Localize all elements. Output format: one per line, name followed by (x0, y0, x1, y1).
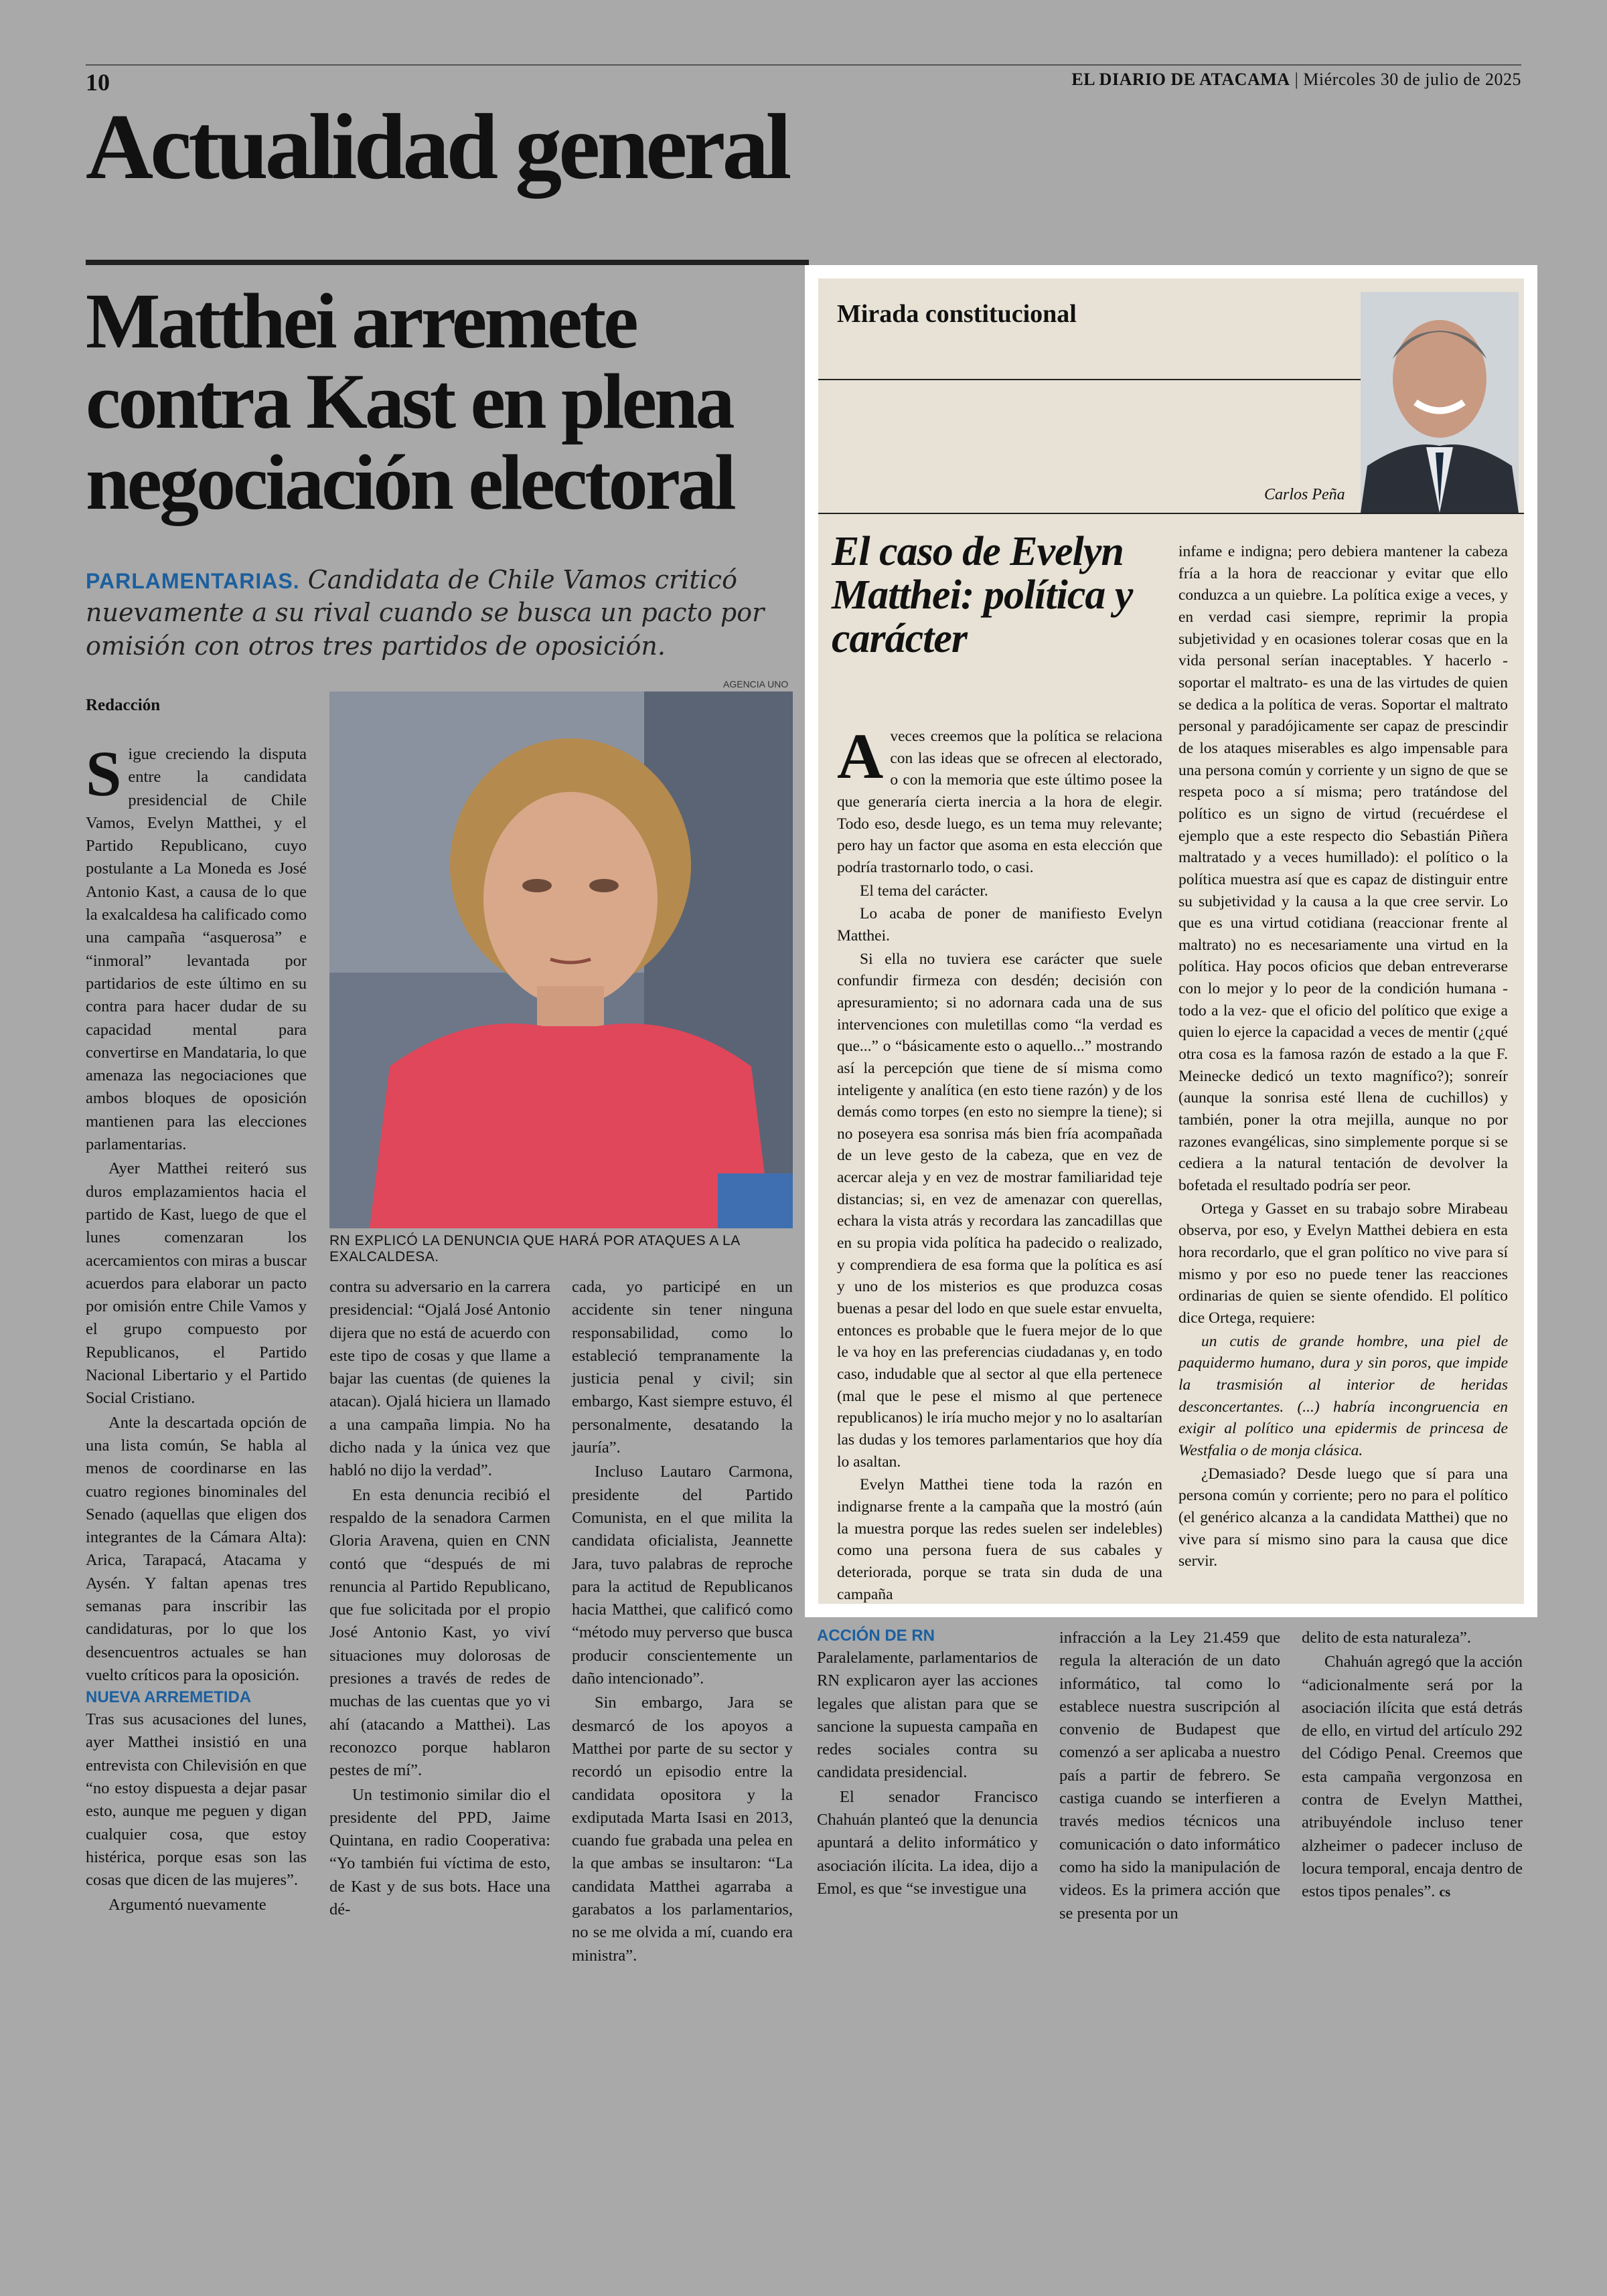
section-title: Actualidad general (86, 95, 789, 199)
publication-name: EL DIARIO DE ATACAMA (1071, 70, 1290, 89)
column-paragraph: Ortega y Gasset en su trabajo sobre Mirabeau observa, por eso, y Evelyn Matthei debiera en esta hora recordarlo, que el gran político no vive para sí mismo y por eso no puede tener las reacciones ordinarias de quien se siente ofendido. El político dice Ortega, requiere: (1178, 1200, 1508, 1327)
column-paragraph: infame e indigna; pero debiera mantener la cabeza fría a la hora de reaccionar y evitar que ello conduzca a un quiebre. La política exige a veces, y en verdad casi siempre, reprimir la propia subjetividad y en ocasiones tolerar cosas que en la vida personal serían inaceptables. Y hacerlo -soportar el maltrato- es una de las virtudes de quien se dedica a la política de veras. Soportar el maltrato personal y paradójicamente ser capaz de prescindir de los ataques miserables es algo impensable para una persona común y corriente y un signo de que se respeta poco a sí misma; pero tratándose del político es un signo de virtud (recuérdese el ejemplo que a este respecto dio Sebastián Piñera maltratado y a veces humillado): el político o la política muestra así que es capaz de distinguir entre su subjetividad y la causa a la que cree servir. Lo que es una virtud cotidiana (reaccionar frente al maltrato) no es necesariamente una virtud en la política. Hay pocos oficios que deban entreverarse con lo mejor y lo peor de la condición humana -todo a la vez- que el oficio del político que exige a quien lo ejerce la capacidad a veces de mentir (¿qué otra cosa es la famosa razón de estado a la que F. Meinecke dedicó un texto magnífico?); sonreír (aunque la sonrisa esté llena de cuchillos) y también, poner la otra mejilla, aunque no por razones evangélicas, sino simplemente porque si se cediera a la natural tentación de devolver la bofetada el resultado podría ser peor. (1178, 543, 1508, 1195)
article-paragraph: Argumentó nuevamente (108, 1895, 266, 1914)
article-headline: Matthei arremete contra Kast en plena negociación electoral (86, 277, 734, 526)
article-paragraph: Tras sus acusaciones del lunes, ayer Matthei insistió en una entrevista con Chilevisión en que “no estoy dispuesta a dejar pasar esto, aunque me peguen y digan cualquier cosa, que estoy histérica, porque esas son las cosas que dicen de las mujeres”. (86, 1710, 307, 1890)
article-column-1 (86, 738, 307, 1914)
subheading-accion-de-rn: ACCIÓN DE RN (817, 1627, 935, 1645)
kicker-tag: PARLAMENTARIAS. (86, 569, 300, 593)
drop-cap: S (86, 738, 122, 809)
author-name: Carlos Peña (1264, 486, 1345, 503)
column-paragraph: Aveces creemos que la política se relaciona con las ideas que se ofrecen al electorado, o con la memoria que este último posee la que generaría cierta inercia a la hora de elegir. Todo eso, desde luego, es un tema muy relevante; pero hay un factor que asoma en esta elección que podría trastornarlo todo, o casi. (837, 720, 1162, 876)
article-column-3 (572, 1276, 793, 1965)
article-paragraph: delito de esta naturaleza”. (1302, 1629, 1472, 1647)
column-paragraph: El tema del carácter. (860, 882, 988, 900)
column-quote: un cutis de grande hombre, una piel de paquidermo humano, dura y sin poros, que impide la trasmisión al interior de heridas desconcertantes. (...) habría incongruencia en exigir al político una epidermis de princesa de Westfalia o de monja clásica. (1178, 1332, 1508, 1459)
article-paragraph: Chahuán agregó que la acción “adicionalmente será por la asociación ilícita que está detrás de ello, en virtud del artículo 292 del Código Penal. Creemos que esta campaña vergonzosa en contra de Evelyn Matthei, atribuyéndole incluso tener alzheimer o padecer incluso de locura temporal, encaja dentro de estos tipos penales”. cs (1302, 1653, 1523, 1901)
article-paragraph: Un testimonio similar dio el presidente del PPD, Jaime Quintana, en radio Cooperativa: “Yo también fui víctima de esto, de Kast y de sus bots. Hace una dé- (329, 1785, 550, 1919)
top-rule (86, 64, 1521, 66)
column-paragraph: Evelyn Matthei tiene toda la razón en indignarse frente a la campaña que la mostró (aún la muestra porque las redes suelen ser indelebles) como una persona fuera de sus cabales y deteriorada, porque se trata sin duda de una campaña (837, 1476, 1162, 1603)
article-paragraph: Ayer Matthei reiteró sus duros emplazamientos hacia el partido de Kast, luego de que el lunes comenzaran los acercamientos con miras a buscar acuerdos para elaborar un pacto por omisión entre Chile Vamos y el grupo compuesto por Republicanos, el Partido Nacional Libertario y el Partido Social Cristiano. (86, 1159, 307, 1408)
article-paragraph: Incluso Lautaro Carmona, presidente del Partido Comunista, en el que milita la candidata oficialista, Jeannette Jara, tuvo palabras de reproche para la actitud de Republicanos hacia Matthei, que calificó como “método muy perverso que busca producir conscientemente un daño intencionado”. (572, 1463, 793, 1688)
article-paragraph: infracción a la Ley 21.459 que regula la alteración de un dato informático, tal como lo establece nuestra suscripción al convenio de Budapest que comenzó a ser aplicaba a nuestro país a partir de febrero. Se castiga cuando se interfieren a través medios técnicos una comunicación o dato informático como ha sido la manipulación de videos. Es la primera acción que se presenta por un (1059, 1629, 1280, 1922)
article-column-5 (1059, 1627, 1280, 1922)
column-label-rule (818, 379, 1361, 380)
end-mark: cs (1439, 1885, 1451, 1900)
column-left (837, 720, 1162, 1603)
article-kicker (86, 564, 795, 663)
section-rule (86, 260, 809, 265)
kicker-text: Candidata de Chile Vamos criticó nuevamente a su rival cuando se busca un pacto por omisión con otros tres partidos de oposición. (86, 565, 765, 661)
article-paragraph: El senador Francisco Chahuán planteó que la denuncia apuntará a delito informático y asociación ilícita. La idea, dijo a Emol, es que “se investigue una (817, 1787, 1038, 1898)
column-label: Mirada constitucional (837, 300, 1077, 328)
article-paragraph: En esta denuncia recibió el respaldo de la senadora Carmen Gloria Aravena, quien en CNN contó que “después de mi renuncia al Partido Republicano, que fue solicitada por el propio José Antonio Kast, yo viví situaciones muy dolorosas de presiones a través de redes de muchas de las cuentas que yo vi ahí (atacando a Matthei). Las reconozco porque hablaron pestes de mí”. (329, 1485, 550, 1780)
article-paragraph: Paralelamente, parlamentarios de RN explicaron ayer las acciones legales que alistan para que se sancione la supuesta campaña en redes sociales contra su candidata presidencial. (817, 1649, 1038, 1782)
publication-date: Miércoles 30 de julio de 2025 (1303, 70, 1521, 89)
byline: Redacción (86, 696, 161, 714)
photo-caption: RN EXPLICÓ LA DENUNCIA QUE HARÁ POR ATAQUES A LA EXALCALDESA. (329, 1233, 740, 1264)
column-right (1178, 541, 1508, 1589)
column-paragraph: Lo acaba de poner de manifiesto Evelyn Matthei. (837, 905, 1162, 945)
article-column-4 (817, 1627, 1038, 1908)
subheading-nueva-arremetida: NUEVA ARREMETIDA (86, 1688, 252, 1707)
column-paragraph: ¿Demasiado? Desde luego que sí para una persona común y corriente; pero no para el político (el genérico alcanza a la candidata Matthei) que no vive para sí mismo sino para la causa que dice servir. (1178, 1465, 1508, 1570)
masthead-separator: | (1294, 70, 1304, 89)
page-number: 10 (86, 69, 110, 96)
article-paragraph: Sin embargo, Jara se desmarcó de los apoyos a Matthei por parte de su sector y recordó un episodio entre la candidata opositora y la exdiputada Marta Isasi en 2013, cuando fue grabada una pelea en la que ambas se insultaron: “La candidata Matthei agarraba a garabatos a los parlamentarios, no se me olvida a mí, cuando era ministra”. (572, 1694, 793, 1965)
matthei-photo (329, 691, 793, 1228)
article-paragraph: contra su adversario en la carrera presidencial: “Ojalá José Antonio dijera que no está de acuerdo con este tipo de cosas y que llame a bajar las cuentas (de quienes la atacan). Ojalá hiciera un llamado a una campaña limpia. No ha dicho nada y la única vez que habló no dijo la verdad”. (329, 1278, 550, 1480)
article-column-2 (329, 1276, 550, 1919)
photo-credit: AGENCIA UNO (723, 679, 789, 689)
author-photo (1361, 292, 1519, 513)
article-column-6 (1302, 1627, 1523, 1908)
article-paragraph: Ante la descartada opción de una lista común, Se habla al menos de coordinarse en las cuatro regiones binominales del Senado (aquellas que eligen dos integrantes de la Cámara Alta): Arica, Tarapacá, Atacama y Aysén. Y faltan apenas tres semanas para inscribir las candidaturas, por lo que los desencuentros actuales se han vuelto críticos para la oposición. (86, 1413, 307, 1684)
column-title: El caso de Evelyn Matthei: política y carácter (832, 529, 1133, 662)
article-paragraph: cada, yo participé en un accidente sin tener ninguna responsabilidad, como lo estableció tempranamente la justicia penal y civil; sin embargo, Kast siempre estuvo, él personalmente, desatando la jauría”. (572, 1278, 793, 1457)
masthead (1071, 70, 1521, 90)
column-drop-cap: A (837, 720, 884, 792)
article-paragraph: Sigue creciendo la disputa entre la candidata presidencial de Chile Vamos, Evelyn Matthei, y el Partido Republicano, cuyo postulante a La Moneda es José Antonio Kast, a causa de lo que la exalcaldesa ha calificado como una campaña “asquerosa” e “inmoral” levantada por partidarios de este último en su contra para hacer dudar de su capacidad mental para convertirse en Mandataria, lo que amenaza las negociaciones que ambos bloques de oposición mantienen para las elecciones parlamentarias. (86, 738, 307, 1154)
column-paragraph: Si ella no tuviera ese carácter que suele confundir firmeza con desdén; decisión con apresuramiento; si no adornara cada una de sus intervenciones con muletillas como “la verdad es que...” o “básicamente esto o aquello...” mostrando así la percepción que tiene de sí misma como inteligente y analítica (en esto tiene razón) y de los demás como torpes (en esto no siempre la tiene); si no poseyera esa sonrisa más bien fría acompañada de un leve gesto de la cabeza, que en vez de acercar aleja y en vez de mostrar familiaridad teje distancias; si, en vez de amenazar con querellas, echara la vista atrás y recordara las zancadillas que en su propia vida política ha padecido o realizado, y comprendiera de esa forma que la política es así y uno de los misterios es que produzca cosas buenas a pesar del lodo en que suele estar envuelta, entonces es probable que le fuera mejor de lo que le va hoy en las preferencias ciudadanas y, en todo caso, indudable que al sector al que ella pertenece (mal que le pese el mismo al que pertenece republicanos) le iría mucho mejor y no lo asaltarían las dudas y los temores parlamentarios que hoy día lo asaltan. (837, 950, 1162, 1471)
column-title-rule (818, 513, 1524, 514)
